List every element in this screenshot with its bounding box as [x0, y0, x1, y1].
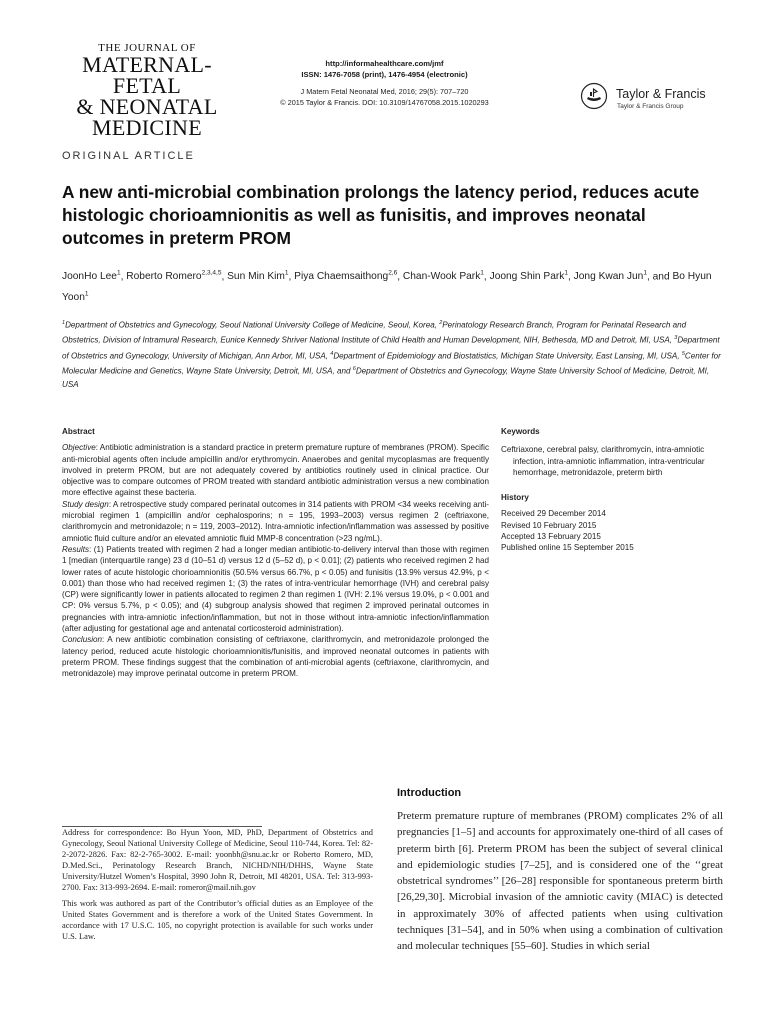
author: Sun Min Kim$^1$: [227, 270, 289, 283]
government-work-notice: This work was authored as part of the Contributor’s official duties as an Employee of the United States Government and is therefore a work of the United States Government. In accordance with 17 U.S.C. 105, no copyright protection is available for such works under U.S. Law.: [62, 898, 373, 941]
author: Roberto Romero$^{2,3,4,5}$: [126, 270, 222, 283]
correspondence-footnote: [62, 827, 373, 946]
history-item: Published online 15 September 2015: [501, 543, 634, 553]
correspondence-address: Address for correspondence: Bo Hyun Yoon, MD, PhD, Department of Obstetrics and Gynecology, Seoul National University College of Medicine, Seoul 110-744, Korea. Tel: 82-2-2072-2826. Fax: 82-2-765-3002. E-mail: yoonbh@snu.ac.kr or Roberto Romero, MD, D.Med.Sci., Perinatology Research Branch, NICHD/NIH/DHHS, Wayne State University/Hutzel Women’s Hospital, 3990 John R, Detroit, MI 48201, USA. Tel: 313-993-2700. Fax: 313-993-2694. E-mail: romeror@mail.nih.gov: [62, 828, 373, 893]
author: Chan-Wook Park$^1$: [402, 270, 484, 283]
journal-name-line3: & NEONATAL: [76, 94, 218, 119]
history-item: Revised 10 February 2015: [501, 520, 597, 530]
affiliations: $^1$Department of Obstetrics and Gynecology, Seoul National University College of Medicine, Seoul, Korea, $^2$Perinatology Research Branch, Program for Perinatal Research and Obstetrics, Division of Intramural Research, Eunice Kennedy Shriver National Institute of Child Health and Human Development, NIH, Bethesda, MD and Detroit, MI, USA, $^3$Department of Obstetrics and Gynecology, University of Michigan, Ann Arbor, MI, USA, $^4$Department of Epidemiology and Biostatistics, Michigan State University, East Lansing, MI, USA, $^5$Center for Molecular Medicine and Genetics, Wayne State University, Detroit, MI, USA, and $^6$Department of Obstetrics and Gynecology, Wayne State University School of Medicine, Detroit, MI, USA: [62, 320, 721, 390]
keywords-heading: Keywords: [501, 427, 540, 436]
journal-name-line2: MATERNAL-FETAL: [82, 52, 212, 98]
author: Jong Kwan Jun$^1$: [573, 270, 647, 283]
abstract: [62, 426, 489, 680]
publisher-group: Taylor & Francis Group: [617, 103, 684, 110]
copyright-doi: © 2015 Taylor & Francis. DOI: 10.3109/14767058.2015.1020293: [280, 98, 489, 107]
author: JoonHo Lee$^1$: [62, 270, 121, 283]
article-title: A new anti-microbial combination prolongs the latency period, reduces acute histologic chorioamnionitis as well as funisitis, and improves neonatal outcomes in preterm PROM: [62, 182, 700, 248]
publication-info: [262, 58, 507, 108]
history-heading: History: [501, 493, 529, 503]
keywords-panel: [501, 426, 721, 554]
abstract-objective: Objective: Antibiotic administration is a standard practice in preterm premature rupture of membranes (PROM). Specific anti-microbial agents often include ampicillin and/or erythromycin. Anaerobes and genital mycoplasmas are frequently involved in preterm PROM, but are not adequately covered by antibiotics routinely used in clinical practice. Our objective was to compare outcomes of PROM treated with standard antibiotic administration versus a new combination more effective against these bacteria.: [62, 443, 489, 498]
journal-url[interactable]: http://informahealthcare.com/jmf: [325, 59, 444, 68]
journal-name-line1: THE JOURNAL OF: [98, 42, 196, 54]
journal-masthead: [62, 42, 232, 138]
journal-name-line4: MEDICINE: [92, 115, 202, 140]
publisher-name: Taylor & Francis: [616, 87, 706, 101]
publisher-logo: [580, 82, 720, 118]
abstract-study-design: Study design: A retrospective study compared perinatal outcomes in 314 patients with PROM <34 weeks receiving anti-microbial regimen 1 (ampicillin and/or cephalosporins; n = 195, 1993–2003) versus regimen 2 (ceftriaxone, clarithromycin and metronidazole; n = 119, 2003–2012). Intra-amniotic infection/inflammation was assessed by positive amniotic fluid culture and/or an elevated amniotic fluid MMP-8 concentration (>23 ng/mL).: [62, 499, 490, 543]
introduction-heading: Introduction: [397, 787, 462, 799]
taylor-francis-logo-icon: [580, 82, 608, 110]
introduction-text: Preterm premature rupture of membranes (PROM) complicates 2% of all pregnancies [1–5] and accounts for approximately one-third of all cases of preterm birth [6]. Preterm PROM has been the subject of several clinical and epidemiologic studies [7–25], and is considered one of the ‘‘great obstetrical syndromes’’ [26–28] responsible for spontaneous preterm birth [26,29,30]. Microbial invasion of the amniotic cavity (MIAC) is detected in approximately 30% of affected patients when using cultivation techniques [31–54], and in 50% when using a combination of cultivation and molecular techniques [55–60]. Studies in which serial: [397, 810, 723, 953]
history-item: Received 29 December 2014: [501, 509, 606, 519]
abstract-conclusion: Conclusion: A new antibiotic combination consisting of ceftriaxone, clarithromycin, and metronidazole prolonged the latency period, reduced acute histologic chorioamnionitis/funisitis, and improved neonatal outcomes in patients with preterm PROM. These findings suggest that the combination of anti-microbial agents (ceftriaxone, clarithromycin, and metronidazole) may improve perinatal outcome in preterm PROM.: [62, 635, 489, 679]
keywords-list: Ceftriaxone, cerebral palsy, clarithromycin, intra-amniotic infection, intra-amniotic inflammation, intra-ventricular hemorrhage, metronidazole, preterm birth: [501, 445, 705, 477]
abstract-heading: Abstract: [62, 427, 95, 436]
author: Piya Chaemsaithong$^{2,6}$: [294, 270, 398, 283]
issn: ISSN: 1476-7058 (print), 1476-4954 (electronic): [301, 70, 468, 79]
author: Joong Shin Park$^1$: [489, 270, 568, 283]
citation: J Matern Fetal Neonatal Med, 2016; 29(5): 707–720: [300, 87, 469, 96]
history-item: Accepted 13 February 2015: [501, 532, 601, 542]
author-list: JoonHo Lee$^1$, Roberto Romero$^{2,3,4,5}$, Sun Min Kim$^1$, Piya Chaemsaithong$^{2,6}$, Chan-Wook Park$^1$, Joong Shin Park$^1$, Jong Kwan Jun$^1$, and Bo Hyun Yoon$^1$: [62, 270, 712, 303]
abstract-results: Results: (1) Patients treated with regimen 2 had a longer median antibiotic-to-delivery interval than those with regimen 1 [median (interquartile range) 23 d (10–51 d) versus 12 d (5–52 d), p < 0.01]; (2) patients who received regimen 2 had lower rates of acute histologic chorioamnionitis (50.5% versus 66.7%, p < 0.05) and funisitis (13.9% versus 42.9%, p < 0.001) than those who had received regimen 1; (3) the rates of intra-ventricular hemorrhage (IVH) and cerebral palsy (CP) were significantly lower in patients allocated to regimen 2 than regimen 1 (IVH: 2.1% versus 19.0%, p < 0.001 and CP: 0% versus 5.7%, p < 0.05); and (4) subgroup analysis showed that regimen 2 improved perinatal outcomes in pregnancies with intra-amniotic infection/inflammation, but not in those without intra-amniotic infection/inflammation (after adjusting for gestational age and antenatal corticosteroid administration).: [62, 544, 489, 634]
article-type: ORIGINAL ARTICLE: [62, 150, 195, 162]
author: Bo Hyun Yoon$^1$: [62, 271, 712, 303]
